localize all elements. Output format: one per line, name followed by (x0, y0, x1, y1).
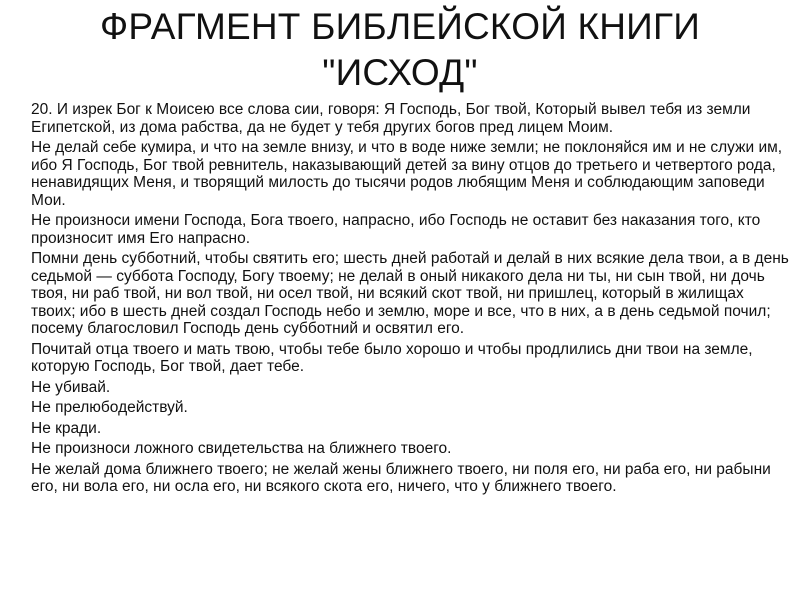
paragraph-seventh-commandment: Не прелюбодействуй. (31, 399, 188, 416)
paragraph-sixth-commandment: Не убивай. (31, 378, 111, 396)
paragraph-ninth-commandment: Не произноси ложного свидетельства на ближнего твоего. (31, 440, 452, 457)
paragraph-eighth-commandment: Не кради. (31, 419, 102, 437)
paragraph-first-commandment: 20. И изрек Бог к Моисею все слова сии, говоря: Я Господь, Бог твой, Который вывел тебя из земли Египетской, из дома рабства, да не будет у тебя других богов пред лицем Моим. (31, 101, 751, 136)
slide-title-line-2: "ИСХОД" (322, 52, 478, 93)
paragraph-third-commandment: Не произноси имени Господа, Бога твоего, напрасно, ибо Господь не оставит без наказания того, кто произносит имя Его напрасно. (31, 212, 761, 247)
slide-title (0, 4, 800, 96)
paragraph-second-commandment: Не делай себе кумира, и что на земле внизу, и что в воде ниже земли; не поклоняйся им и не служи им, ибо Я Господь, Бог твой ревнитель, наказывающий детей за вину отцов до третьего и четвертого рода, ненавидящих Меня, и творящий милость до тысячи родов любящим Меня и соблюдающим заповеди Мои. (31, 139, 783, 209)
paragraph-fourth-commandment: Помни день субботний, чтобы святить его; шесть дней работай и делай в них всякие дела твои, а в день седьмой — суббота Господу, Богу твоему; не делай в оный никакого дела ни ты, ни сын твой, ни дочь твоя, ни раб твой, ни вол твой, ни осел твой, ни всякий скот твой, ни пришлец, который в жилищах твоих; ибо в шесть дней создал Господь небо и землю, море и все, что в них, а в день седьмой почил; посему благословил Господь день субботний и освятил его. (31, 250, 789, 337)
slide-title-line-1: ФРАГМЕНТ БИБЛЕЙСКОЙ КНИГИ (99, 6, 701, 47)
text-body (31, 101, 791, 499)
paragraph-tenth-commandment: Не желай дома ближнего твоего; не желай жены ближнего твоего, ни поля его, ни раба его, ни рабыни его, ни вола его, ни осла его, ни всякого скота его, ничего, что у ближнего твоего. (31, 460, 771, 495)
paragraph-fifth-commandment: Почитай отца твоего и мать твою, чтобы тебе было хорошо и чтобы продлились дни твои на земле, которую Господь, Бог твой, дает тебе. (31, 340, 753, 375)
